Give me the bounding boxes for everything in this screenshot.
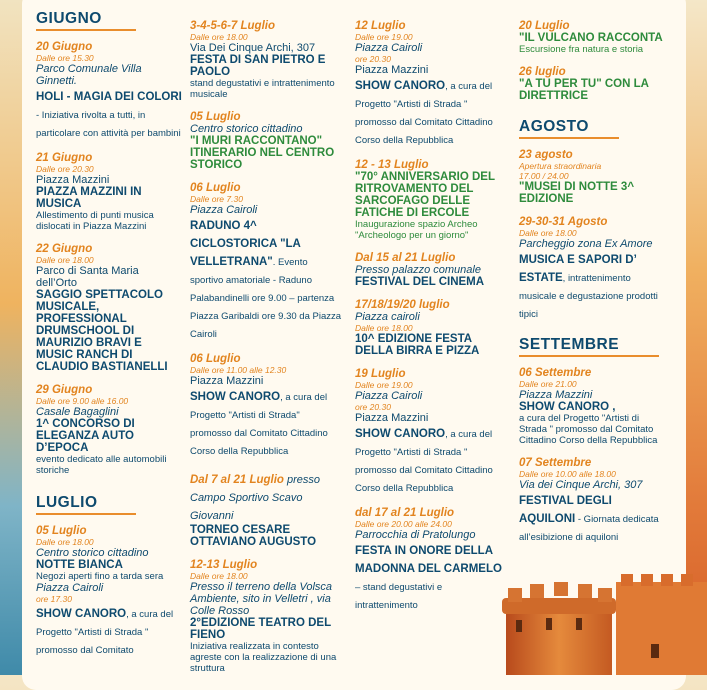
event-time: 17.00 / 24.00	[519, 171, 569, 181]
event-title: SHOW CANORO	[36, 608, 127, 620]
event-description: evento dedicato alle automobili storiche	[36, 454, 167, 476]
event-time: Dalle ore 18.00	[36, 537, 94, 547]
event-date: Dal 7 al 21 Luglio	[190, 474, 284, 486]
event-raduno-ciclostorica	[190, 182, 342, 342]
event-time: ore 20.30	[355, 54, 391, 64]
month-heading-giugno: GIUGNO	[36, 10, 102, 27]
event-description: , a cura del Progetto "Artisti di Strada" promosso dal Comitato Cittadino Corso della Repubblica	[190, 392, 328, 457]
event-show-canoro-19	[355, 368, 505, 496]
event-place: Centro storico cittadino	[36, 547, 149, 559]
event-date: 05 Luglio	[36, 525, 87, 537]
event-date: Dal 15 al 21 Luglio	[355, 252, 456, 264]
event-title: SHOW CANORO	[190, 391, 281, 403]
event-title: "70° ANNIVERSARIO DEL RITROVAMENTO DEL SARCOFAGO DELLE FATICHE DI ERCOLE	[355, 171, 495, 219]
event-description: Negozi aperti fino a tarda sera	[36, 571, 164, 582]
event-time: Dalle ore 21.00	[519, 379, 577, 389]
event-place: Piazza Cairoli	[190, 204, 258, 216]
event-date: 20 Luglio	[519, 20, 570, 32]
event-san-pietro	[190, 20, 342, 100]
event-title: 2°EDIZIONE TEATRO DEL FIENO	[190, 617, 331, 641]
event-description: , intrattenimento musicale e degustazione prodotti tipici	[519, 273, 658, 320]
event-date: 06 Settembre	[519, 367, 592, 379]
event-time: Dalle ore 20.30	[36, 164, 94, 174]
event-title: "MUSEI DI NOTTE 3^ EDIZIONE	[519, 181, 635, 205]
event-title: SHOW CANORO	[355, 80, 446, 92]
event-place: Piazza Mazzini	[519, 389, 593, 401]
event-place: Parco Comunale Villa Ginnetti.	[36, 63, 142, 87]
event-title: HOLI - MAGIA DEI COLORI	[36, 91, 182, 103]
event-date: 12 Luglio	[355, 20, 406, 32]
month-heading-settembre: SETTEMBRE	[519, 336, 620, 353]
event-description: stand degustativi e intrattenimento musicale	[190, 78, 335, 100]
event-place: Casale Bagaglini	[36, 406, 119, 418]
event-title: SAGGIO SPETTACOLO MUSICALE, PROFESSIONAL DRUMSCHOOL DI MAURIZIO BRAVI E MUSIC RANCH DI CLAUDIO BASTIANELLI	[36, 289, 168, 373]
event-date: 26 luglio	[519, 66, 566, 78]
event-description: - Iniziativa rivolta a tutti, in particolare con attività per bambini	[36, 110, 181, 139]
event-title: 10^ EDIZIONE FESTA DELLA BIRRA E PIZZA	[355, 333, 480, 357]
event-title: "I MURI RACCONTANO" ITINERARIO NEL CENTRO STORICO	[190, 135, 335, 171]
event-torneo	[190, 470, 342, 548]
month-heading-luglio: LUGLIO	[36, 494, 98, 511]
event-title: FESTA DI SAN PIETRO E PAOLO	[190, 54, 326, 78]
event-time: Dalle ore 7.30	[190, 194, 243, 204]
event-place: Piazza Cairoli	[355, 42, 423, 54]
event-place: Via dei Cinque Archi, 307	[519, 479, 643, 491]
month-divider	[519, 355, 659, 357]
event-time: ore 17.30	[36, 594, 72, 604]
column-4	[519, 20, 667, 556]
event-date: 29-30-31 Agosto	[519, 216, 608, 228]
event-place: Parrocchia di Pratolungo	[355, 529, 476, 541]
event-musei-notte	[519, 149, 667, 205]
event-title: NOTTE BIANCA	[36, 559, 123, 571]
event-time: Dalle ore 19.00	[355, 380, 413, 390]
event-place: Piazza Mazzini	[36, 174, 110, 186]
event-time: Dalle ore 18.00	[36, 255, 94, 265]
event-date: 12-13 Luglio	[190, 559, 258, 571]
event-title: FESTA IN ONORE DELLA MADONNA DEL CARMELO	[355, 545, 502, 575]
event-date: 29 Giugno	[36, 384, 93, 396]
castle-illustration	[496, 570, 707, 675]
event-date: 21 Giugno	[36, 152, 93, 164]
month-divider	[519, 137, 619, 139]
event-time: Dalle ore 9.00 alle 16.00	[36, 396, 129, 406]
month-divider	[36, 29, 136, 31]
event-a-tu-per-tu	[519, 66, 667, 102]
month-divider	[36, 513, 136, 515]
event-place: Parcheggio zona Ex Amore	[519, 238, 653, 250]
event-place: Centro storico cittadino	[190, 123, 303, 135]
event-holi	[36, 41, 182, 141]
event-place: Piazza Mazzini	[190, 375, 264, 387]
event-description: a cura del Progetto "Artisti di Strada " promosso dal Comitato Cittadino Corso della Repubblica	[519, 413, 658, 446]
event-place: Piazza Mazzini	[355, 64, 429, 76]
event-musica-sapori	[519, 216, 667, 322]
event-title: SHOW CANORO	[355, 428, 446, 440]
event-teatro-fieno	[190, 559, 342, 674]
event-place: Presso palazzo comunale	[355, 264, 481, 276]
event-description: , a cura del Progetto "Artisti di Strada " promosso dal Comitato Cittadino Corso della Repubblica	[355, 429, 493, 494]
event-anniversario	[355, 159, 505, 241]
event-title: TORNEO CESARE OTTAVIANO AUGUSTO	[190, 524, 317, 548]
event-description: Iniziativa realizzata in contesto agreste con la realizzazione di una struttura	[190, 641, 337, 674]
event-date: 20 Giugno	[36, 41, 93, 53]
event-time: Dalle ore 20.00 alle 24.00	[355, 519, 452, 529]
event-description: , a cura del Progetto "Artisti di Strada " promosso dal Comitato	[36, 609, 174, 656]
event-time: Apertura straordinaria	[519, 161, 602, 171]
column-2	[190, 20, 342, 685]
event-place: presso Campo Sportivo Scavo Giovanni	[190, 474, 321, 522]
event-date: 06 Luglio	[190, 353, 241, 365]
event-description: - Giornata dedicata all’esibizione di aquiloni	[519, 514, 659, 543]
column-1	[36, 10, 182, 669]
event-time: ore 20.30	[355, 402, 391, 412]
event-vulcano	[519, 20, 667, 55]
event-title: "A TU PER TU" CON LA DIRETTRICE	[519, 78, 649, 102]
event-time: Dalle ore 18.00	[519, 228, 577, 238]
event-saggio-spettacolo	[36, 243, 182, 373]
event-place: Via Dei Cinque Archi, 307	[190, 42, 316, 54]
event-date: 06 Luglio	[190, 182, 241, 194]
event-date: 12 - 13 Luglio	[355, 159, 429, 171]
event-title: RADUNO 4^ CICLOSTORICA "LA VELLETRANA"	[190, 220, 301, 268]
event-description: , a cura del Progetto "Artisti di Strada " promosso dal Comitato Cittadino Corso della Repubblica	[355, 81, 493, 146]
event-date: 17/18/19/20 luglio	[355, 299, 450, 311]
event-place: Piazza Cairoli	[355, 390, 423, 402]
event-place: Piazza Cairoli	[36, 582, 104, 594]
event-place: Presso il terreno della Volsca Ambiente, sito in Velletri , via Colle Rosso	[190, 581, 333, 617]
event-date: 07 Settembre	[519, 457, 592, 469]
event-date: 05 Luglio	[190, 111, 241, 123]
event-time: Dalle ore 10.00 alle 18.00	[519, 469, 616, 479]
event-title: PIAZZA MAZZINI IN MUSICA	[36, 186, 142, 210]
event-time: Dalle ore 18.00	[190, 571, 248, 581]
event-festival-aquiloni	[519, 457, 667, 545]
event-description: Escursione fra natura e storia	[519, 44, 644, 55]
event-show-canoro-06	[190, 353, 342, 459]
event-date: dal 17 al 21 Luglio	[355, 507, 455, 519]
event-time: Dalle ore 18.00	[190, 32, 248, 42]
event-title: FESTIVAL DEGLI AQUILONI	[519, 495, 612, 525]
event-time: Dalle ore 15.30	[36, 53, 94, 63]
event-place: Piazza Mazzini	[355, 412, 429, 424]
event-festival-cinema	[355, 252, 505, 288]
event-time: Dalle ore 11.00 alle 12.30	[190, 365, 287, 375]
event-concorso-eleganza	[36, 384, 182, 476]
event-time: Dalle ore 19.00	[355, 32, 413, 42]
event-description: – stand degustativi e intrattenimento	[355, 582, 443, 611]
event-place: Parco di Santa Maria dell’Orto	[36, 265, 139, 289]
event-date: 23 agosto	[519, 149, 573, 161]
event-title: MUSICA E SAPORI D’ ESTATE	[519, 254, 637, 284]
event-description: Inaugurazione spazio Archeo "Archeologo per un giorno"	[355, 219, 478, 241]
event-date: 19 Luglio	[355, 368, 406, 380]
event-title: "IL VULCANO RACCONTA	[519, 32, 663, 44]
event-madonna-carmelo	[355, 507, 503, 613]
event-piazza-mazzini-musica	[36, 152, 182, 232]
event-description: Allestimento di punti musica dislocati in Piazza Mazzini	[36, 210, 154, 232]
event-title: 1^ CONCORSO DI ELEGANZA AUTO D’EPOCA	[36, 418, 135, 454]
event-time: Dalle ore 18.00	[355, 323, 413, 333]
event-date: 3-4-5-6-7 Luglio	[190, 20, 275, 32]
event-place: Piazza cairoli	[355, 311, 420, 323]
column-3	[355, 20, 505, 624]
event-title: SHOW CANORO ,	[519, 401, 616, 413]
event-show-canoro-12	[355, 20, 505, 148]
event-title: FESTIVAL DEL CINEMA	[355, 276, 485, 288]
event-date: 22 Giugno	[36, 243, 93, 255]
event-show-canoro-sett	[519, 367, 667, 446]
event-notte-bianca	[36, 525, 182, 658]
event-festa-birra	[355, 299, 505, 357]
month-heading-agosto: AGOSTO	[519, 118, 589, 135]
event-muri-raccontano	[190, 111, 342, 171]
event-description: . Evento sportivo amatoriale - Raduno Palabandinelli ore 9.00 – partenza Piazza Garibaldi ore 9.30 da Piazza Cairoli	[190, 257, 342, 340]
